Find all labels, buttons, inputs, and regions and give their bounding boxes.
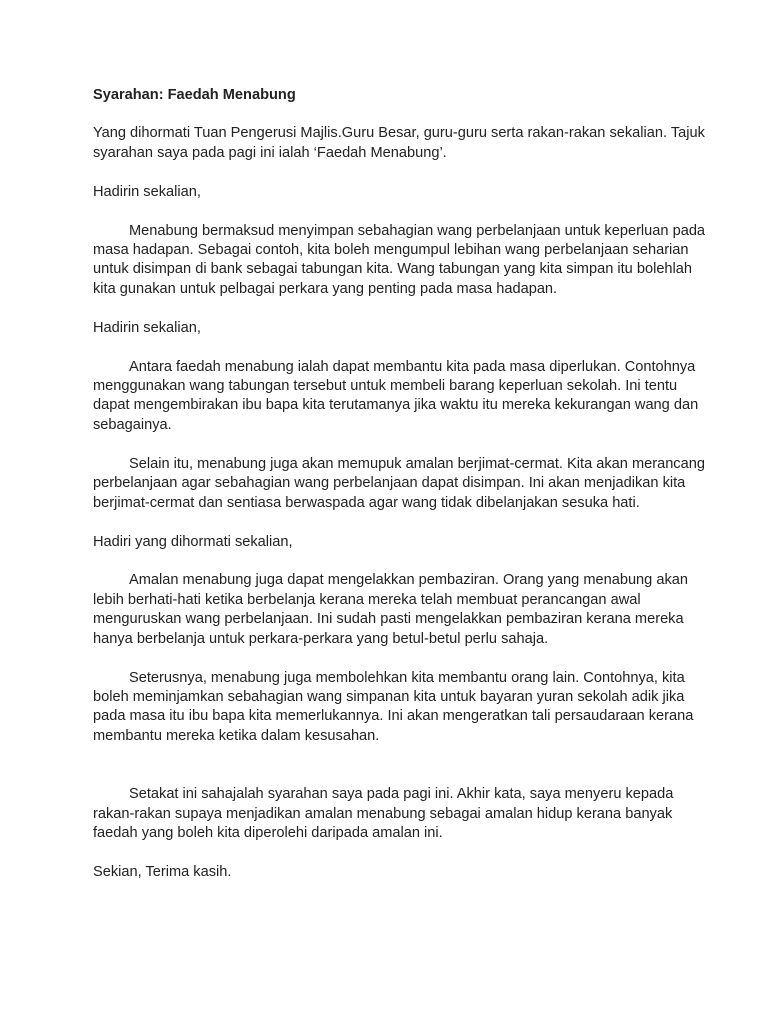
body-paragraph-definition: Menabung bermaksud menyimpan sebahagian wang perbelanjaan untuk keperluan pada masa hadapan. Sebagai contoh, kita boleh mengumpul lebihan wang perbelanjaan seharian untuk disimpan di bank sebagai tabungan kita. Wang tabungan yang kita simpan itu bolehlah kita gunakan untuk pelbagai perkara yang penting pada masa hadapan. xyxy=(93,222,706,297)
body-paragraph-benefit-2: Selain itu, menabung juga akan memupuk amalan berjimat-cermat. Kita akan merancang perbelanjaan agar sebahagian wang perbelanjaan dapat disimpan. Ini akan menjadikan kita berjimat-cermat dan sentiasa berwaspada agar wang tidak dibelanjakan sesuka hati. xyxy=(93,455,705,511)
body-paragraph-benefit-4: Seterusnya, menabung juga membolehkan kita membantu orang lain. Contohnya, kita boleh meminjamkan sebahagian wang simpanan kita untuk bayaran yuran sekolah adik jika pada masa itu ibu bapa kita memerlukannya. Ini akan mengeratkan tali persaudaraan kerana membantu mereka ketika dalam kesusahan. xyxy=(93,669,694,744)
greeting-3: Hadiri yang dihormati sekalian, xyxy=(93,533,293,550)
body-paragraph-benefit-1: Antara faedah menabung ialah dapat membantu kita pada masa diperlukan. Contohnya menggunakan wang tabungan tersebut untuk membeli barang keperluan sekolah. Ini tentu dapat mengembirakan ibu bapa kita terutamanya jika waktu itu mereka kekurangan wang dan sebagainya. xyxy=(93,358,699,433)
document-title: Syarahan: Faedah Menabung xyxy=(93,87,296,103)
greeting-2: Hadirin sekalian, xyxy=(93,319,201,336)
sign-off: Sekian, Terima kasih. xyxy=(93,863,232,880)
closing-paragraph: Setakat ini sahajalah syarahan saya pada pagi ini. Akhir kata, saya menyeru kepada rakan-rakan supaya menjadikan amalan menabung sebagai amalan hidup kerana banyak faedah yang boleh kita diperolehi daripada amalan ini. xyxy=(93,786,674,841)
greeting-1: Hadirin sekalian, xyxy=(93,183,201,200)
body-paragraph-benefit-3: Amalan menabung juga dapat mengelakkan pembaziran. Orang yang menabung akan lebih berhati-hati ketika berbelanja kerana mereka telah membuat perancangan awal menguruskan wang perbelanjaan. Ini sudah pasti mengelakkan pembaziran kerana mereka hanya berbelanja untuk perkara-perkara yang betul-betul perlu sahaja. xyxy=(93,572,688,647)
opening-paragraph: Yang dihormati Tuan Pengerusi Majlis.Guru Besar, guru-guru serta rakan-rakan sekalian. Tajuk syarahan saya pada pagi ini ialah ‘Faedah Menabung’. xyxy=(93,125,705,161)
